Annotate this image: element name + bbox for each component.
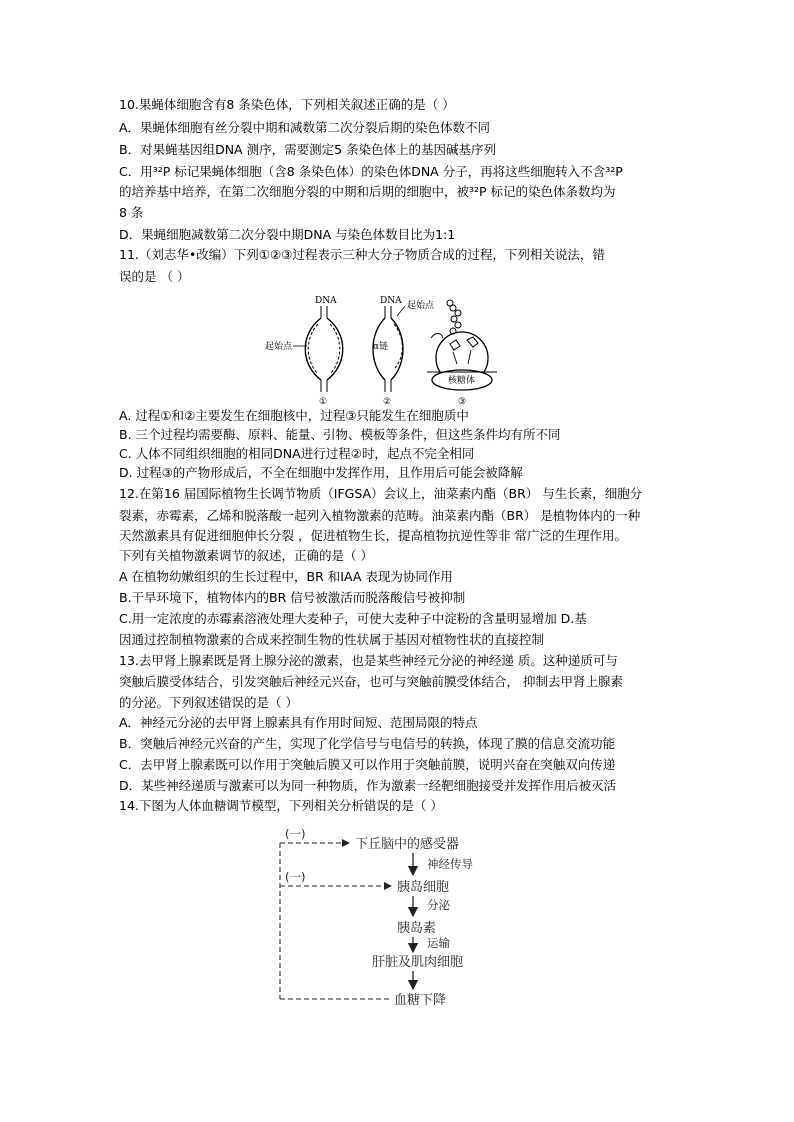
panel-number-2: ② xyxy=(383,397,392,406)
macromolecule-synthesis-figure xyxy=(255,294,515,406)
text-line-q11D: D. 过程③的产物形成后，不全在细胞中发挥作用，且作用后可能会被降解 xyxy=(119,465,523,480)
text-line-q12D: 因通过控制植物激素的合成来控制生物的性状属于基因对植物性状的直接控制 xyxy=(119,632,545,647)
translation-diagram xyxy=(427,300,497,406)
text-line-q13D: D．某些神经递质与激素可以为同一种物质，作为激素一经靶细胞接受并发挥作用后被灭活 xyxy=(119,778,617,793)
text-line-q10c1: C．用³²P 标记果蝇体细胞（含8 条染色体）的染色体DNA 分子，再将这些细胞转入不含³²P xyxy=(119,164,623,179)
origin-label-1: 起始点 xyxy=(265,342,293,352)
text-line-q11B: B. 三个过程均需要酶、原料、能量、引物、模板等条件，但这些条件均有所不同 xyxy=(119,427,561,442)
text-line-q11A: A. 过程①和②主要发生在细胞核中，过程③只能发生在细胞质中 xyxy=(119,408,469,423)
text-line-q11b: 误的是 （ ） xyxy=(119,269,190,284)
nerve-conduction-label: 神经传导 xyxy=(427,857,473,871)
origin-label-2: 起始点 xyxy=(407,301,435,311)
feedback-label-2: (一) xyxy=(285,870,306,884)
text-line-q12b: 裂素，赤霉素，乙烯和脱落酸一起列入植物激素的范畴。油菜素内酯（BR） 是植物体内的一种 xyxy=(119,508,641,523)
blood-glucose-decrease-node: 血糖下降 xyxy=(394,993,447,1008)
transport-label: 运输 xyxy=(427,936,450,950)
secretion-label: 分泌 xyxy=(427,898,450,912)
text-line-q11C: C. 人体不同组织细胞的相同DNA进行过程②时，起点不完全相同 xyxy=(119,446,475,461)
text-line-q13a: 13.去甲肾上腺素既是肾上腺分泌的激素，也是某些神经元分泌的神经递 质。这种递质可与 xyxy=(119,653,618,668)
dna-label-1: DNA xyxy=(315,296,337,306)
alpha-chain-label: α链 xyxy=(373,342,389,352)
hypothalamus-receptor-node: 下丘脑中的感受器 xyxy=(355,837,460,852)
transcription-diagram xyxy=(373,296,435,406)
text-line-q11a: 11.（刘志华•改编）下列①②③过程表示三种大分子物质合成的过程，下列相关说法，错 xyxy=(119,247,605,262)
text-line-q13C: C．去甲肾上腺素既可以作用于突触后膜又可以作用于突触前膜，说明兴奋在突触双向传递 xyxy=(119,757,616,772)
text-line-q12d: 下列有关植物激素调节的叙述，正确的是（ ） xyxy=(119,548,373,563)
replication-diagram xyxy=(265,296,343,406)
text-line-q12a: 12.在第16 届国际植物生长调节物质（IFGSA）会议上，油菜素内酯（BR） 与生长素，细胞分 xyxy=(119,486,643,501)
text-line-q12B: B.干旱环境下，植物体内的BR 信号被激活而脱落酸信号被抑制 xyxy=(119,590,466,605)
islet-cell-node: 胰岛细胞 xyxy=(397,880,450,895)
text-line-q13A: A．神经元分泌的去甲肾上腺素具有作用时间短、范围局限的特点 xyxy=(119,715,478,730)
insulin-node: 胰岛素 xyxy=(397,921,437,936)
text-line-q10b: B．对果蝇基因组DNA 测序，需要测定5 条染色体上的基因碱基序列 xyxy=(119,142,497,157)
text-line-q10a: A．果蝇体细胞有丝分裂中期和减数第二次分裂后期的染色体数不同 xyxy=(119,120,491,135)
dna-label-2: DNA xyxy=(380,296,402,306)
text-line-q13B: B．突触后神经元兴奋的产生，实现了化学信号与电信号的转换，体现了膜的信息交流功能 xyxy=(119,736,616,751)
text-line-q12C: C.用一定浓度的赤霉素溶液处理大麦种子，可使大麦种子中淀粉的含量明显增加 D.基 xyxy=(119,611,587,626)
ribosome-label: 核糖体 xyxy=(448,376,476,386)
panel-number-1: ① xyxy=(319,397,328,406)
liver-muscle-cell-node: 肝脏及肌肉细胞 xyxy=(372,955,464,970)
feedback-label-1: (一) xyxy=(285,827,306,841)
text-line-q10d: D．果蝇细胞减数第二次分裂中期DNA 与染色体数目比为1:1 xyxy=(119,227,456,242)
text-line-q10c2: 的培养基中培养，在第二次细胞分裂的中期和后期的细胞中，被³²P 标记的染色体条数均为 xyxy=(119,184,616,199)
text-line-q10: 10.果蝇体细胞含有8 条染色体，下列相关叙述正确的是（ ） xyxy=(119,97,455,112)
text-line-q12c: 天然激素具有促进细胞伸长分裂 ，促进植物生长，提高植物抗逆性等非 常广泛的生理作用。 xyxy=(119,528,627,543)
panel-number-3: ③ xyxy=(458,397,467,406)
text-line-q13b: 突触后膜受体结合，引发突触后神经元兴奋，也可与突触前膜受体结合， 抑制去甲肾上腺素 xyxy=(119,674,623,689)
text-line-q14: 14.下图为人体血糖调节模型，下列相关分析错误的是（ ） xyxy=(119,798,443,813)
text-line-q10c3: 8 条 xyxy=(119,205,144,220)
text-line-q13c: 的分泌。下列叙述错误的是（ ） xyxy=(119,695,298,710)
glucose-regulation-figure xyxy=(275,825,535,1011)
text-line-q12A: A 在植物幼嫩组织的生长过程中，BR 和IAA 表现为协同作用 xyxy=(119,569,453,584)
